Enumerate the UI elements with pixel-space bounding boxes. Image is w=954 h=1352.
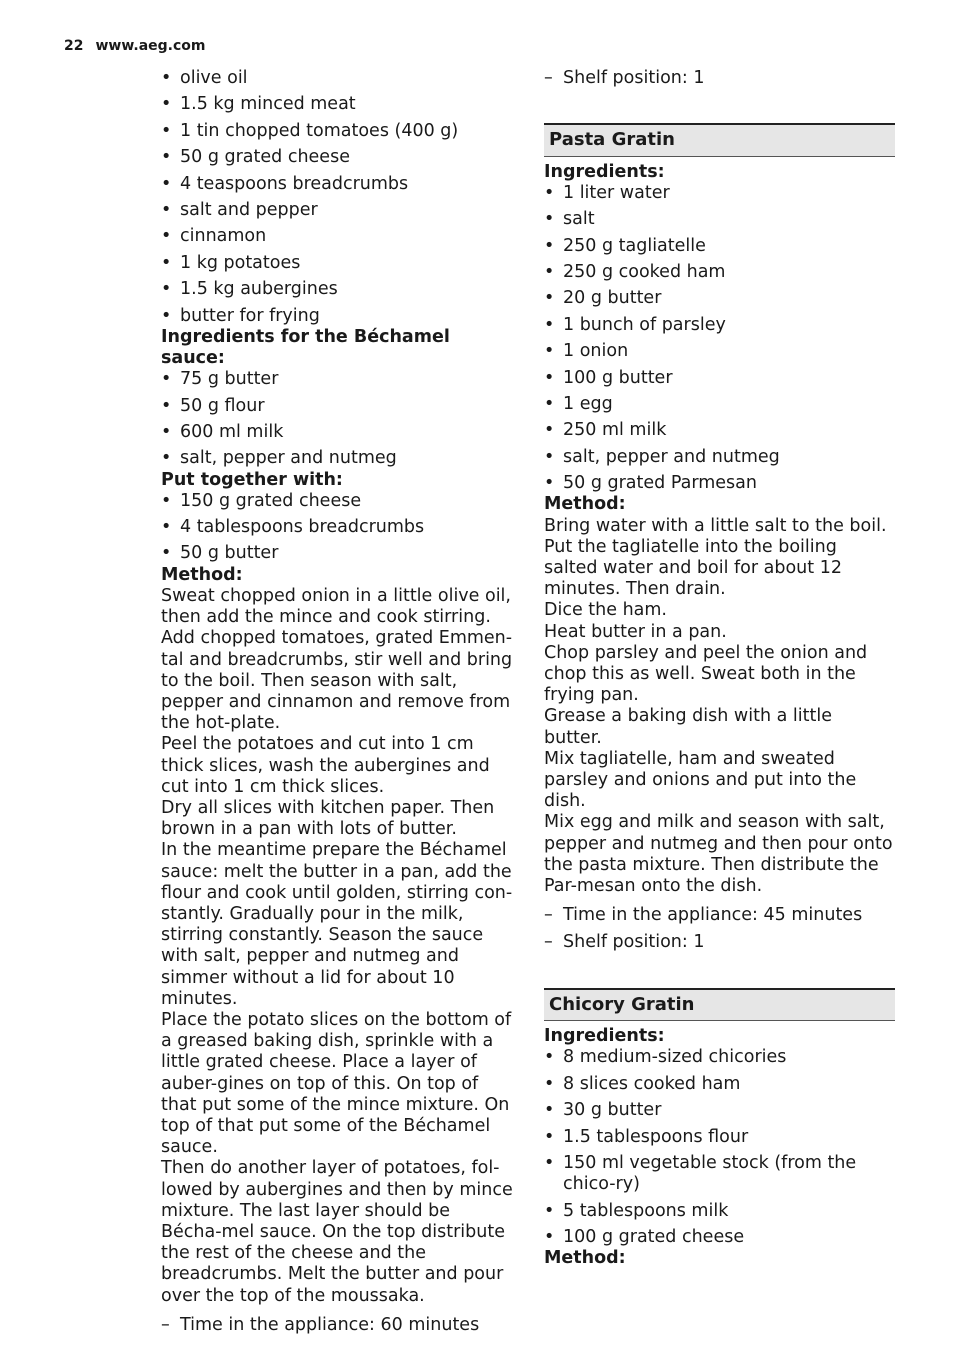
method-heading: Method: <box>544 494 626 515</box>
put-together-heading: Put together with: <box>161 469 343 490</box>
put-together-list <box>161 491 513 565</box>
page-header <box>64 38 206 54</box>
method-paragraph: In the meantime prepare the Béchamel sauce: melt the butter in a pan, add the flour and cook until golden, stirring con-stantly. Gradually pour in the milk, stirring constantly. Season the sauce with salt, pepper and nutmeg and simmer without a lid for about 10 minutes. <box>161 840 513 1009</box>
method-paragraph: Mix egg and milk and season with salt, pepper and nutmeg and then pour onto the pasta mixture. Then distribute the Par-mesan onto the dish. <box>544 812 893 896</box>
pasta-ingredients-list <box>544 183 895 495</box>
chicory-ingredients-list <box>544 1047 895 1248</box>
list-item: • salt and pepper <box>161 200 513 221</box>
list-item: • 1 egg <box>544 394 895 415</box>
right-column <box>544 68 895 1269</box>
list-item: • 20 g butter <box>544 288 895 309</box>
method-heading: Method: <box>544 1248 626 1269</box>
list-item: • 250 g tagliatelle <box>544 236 895 257</box>
list-item: • salt, pepper and nutmeg <box>161 448 513 469</box>
list-item: • 600 ml milk <box>161 422 513 443</box>
list-item: • olive oil <box>161 68 513 89</box>
list-item: • 1.5 tablespoons flour <box>544 1127 895 1148</box>
list-item: • 1 bunch of parsley <box>544 315 895 336</box>
method-paragraph: Dice the ham. <box>544 600 667 621</box>
method-paragraph: Heat butter in a pan. <box>544 621 727 642</box>
list-item: • 1 onion <box>544 341 895 362</box>
section-header-chicory-gratin: Chicory Gratin <box>544 988 895 1021</box>
cooking-settings <box>161 1315 513 1336</box>
list-item: • 50 g flour <box>161 396 513 417</box>
ingredients-heading: Ingredients: <box>544 1026 665 1047</box>
list-item: • 250 ml milk <box>544 420 895 441</box>
section-header-pasta-gratin: Pasta Gratin <box>544 123 895 156</box>
list-item: • salt <box>544 209 895 230</box>
method-paragraph: Place the potato slices on the bottom of a greased baking dish, sprinkle with a little grated cheese. Place a layer of auber-gines on top of this. On top of that put some of the mince mixture. On top of that put some of the Béchamel sauce. <box>161 1009 512 1158</box>
method-paragraph: Sweat chopped onion in a little olive oil, then add the mince and cook stirring. <box>161 585 511 628</box>
list-item: • 75 g butter <box>161 369 513 390</box>
shelf-setting: – Shelf position: 1 <box>544 932 895 953</box>
ingredients-heading: Ingredients: <box>544 161 665 182</box>
list-item: • 1 liter water <box>544 183 895 204</box>
list-item: • 100 g grated cheese <box>544 1227 895 1248</box>
list-item: • 8 medium-sized chicories <box>544 1047 895 1068</box>
bechamel-heading: Ingredients for the Béchamel sauce: <box>161 326 450 368</box>
method-paragraph: Put the tagliatelle into the boiling salted water and boil for about 12 minutes. Then drain. <box>544 536 842 600</box>
shelf-setting: – Shelf position: 1 <box>544 68 895 89</box>
list-item: • 30 g butter <box>544 1100 895 1121</box>
method-paragraph: Dry all slices with kitchen paper. Then brown in a pan with lots of butter. <box>161 797 495 840</box>
list-item: • 8 slices cooked ham <box>544 1074 895 1095</box>
site-url: www.aeg.com <box>95 38 206 54</box>
list-item: • salt, pepper and nutmeg <box>544 447 895 468</box>
list-item: • 1.5 kg minced meat <box>161 94 513 115</box>
method-paragraph: Then do another layer of potatoes, fol-lowed by aubergines and then by mince mixture. The last layer should be Bécha-mel sauce. On the top distribute the rest of the cheese and the breadcrumbs. Melt the butter and pour over the top of the moussaka. <box>161 1158 513 1306</box>
method-paragraph: Chop parsley and peel the onion and chop this as well. Sweat both in the frying pan. <box>544 642 868 706</box>
cooking-settings <box>544 905 895 953</box>
list-item: • 1.5 kg aubergines <box>161 279 513 300</box>
method-heading: Method: <box>161 564 243 585</box>
list-item: • 150 ml vegetable stock (from the chico-ry) <box>544 1153 895 1195</box>
list-item: • 50 g grated Parmesan <box>544 473 895 494</box>
time-setting: – Time in the appliance: 60 minutes <box>161 1315 513 1336</box>
method-paragraph: Add chopped tomatoes, grated Emmen-tal and breadcrumbs, stir well and bring to the boil. Then season with salt, pepper and cinnamon and remove from the hot-plate. <box>161 628 513 734</box>
list-item: • 4 tablespoons breadcrumbs <box>161 517 513 538</box>
list-item: • 5 tablespoons milk <box>544 1201 895 1222</box>
list-item: • butter for frying <box>161 306 513 327</box>
list-item: • 4 teaspoons breadcrumbs <box>161 174 513 195</box>
method-paragraph: Bring water with a little salt to the boil. <box>544 515 887 536</box>
left-column <box>161 68 513 1341</box>
method-paragraph: Grease a baking dish with a little butter. <box>544 706 832 748</box>
list-item: • cinnamon <box>161 226 513 247</box>
cooking-settings <box>544 68 895 89</box>
list-item: • 50 g grated cheese <box>161 147 513 168</box>
bechamel-list <box>161 369 513 469</box>
list-item: • 1 tin chopped tomatoes (400 g) <box>161 121 513 142</box>
list-item: • 50 g butter <box>161 543 513 564</box>
ingredients-list <box>161 68 513 327</box>
method-paragraph: Mix tagliatelle, ham and sweated parsley and onions and put into the dish. <box>544 748 857 812</box>
list-item: • 250 g cooked ham <box>544 262 895 283</box>
list-item: • 100 g butter <box>544 368 895 389</box>
time-setting: – Time in the appliance: 45 minutes <box>544 905 895 926</box>
page-number: 22 <box>64 38 84 54</box>
method-paragraph: Peel the potatoes and cut into 1 cm thick slices, wash the aubergines and cut into 1 cm thick slices. <box>161 734 490 797</box>
list-item: • 1 kg potatoes <box>161 253 513 274</box>
list-item: • 150 g grated cheese <box>161 491 513 512</box>
